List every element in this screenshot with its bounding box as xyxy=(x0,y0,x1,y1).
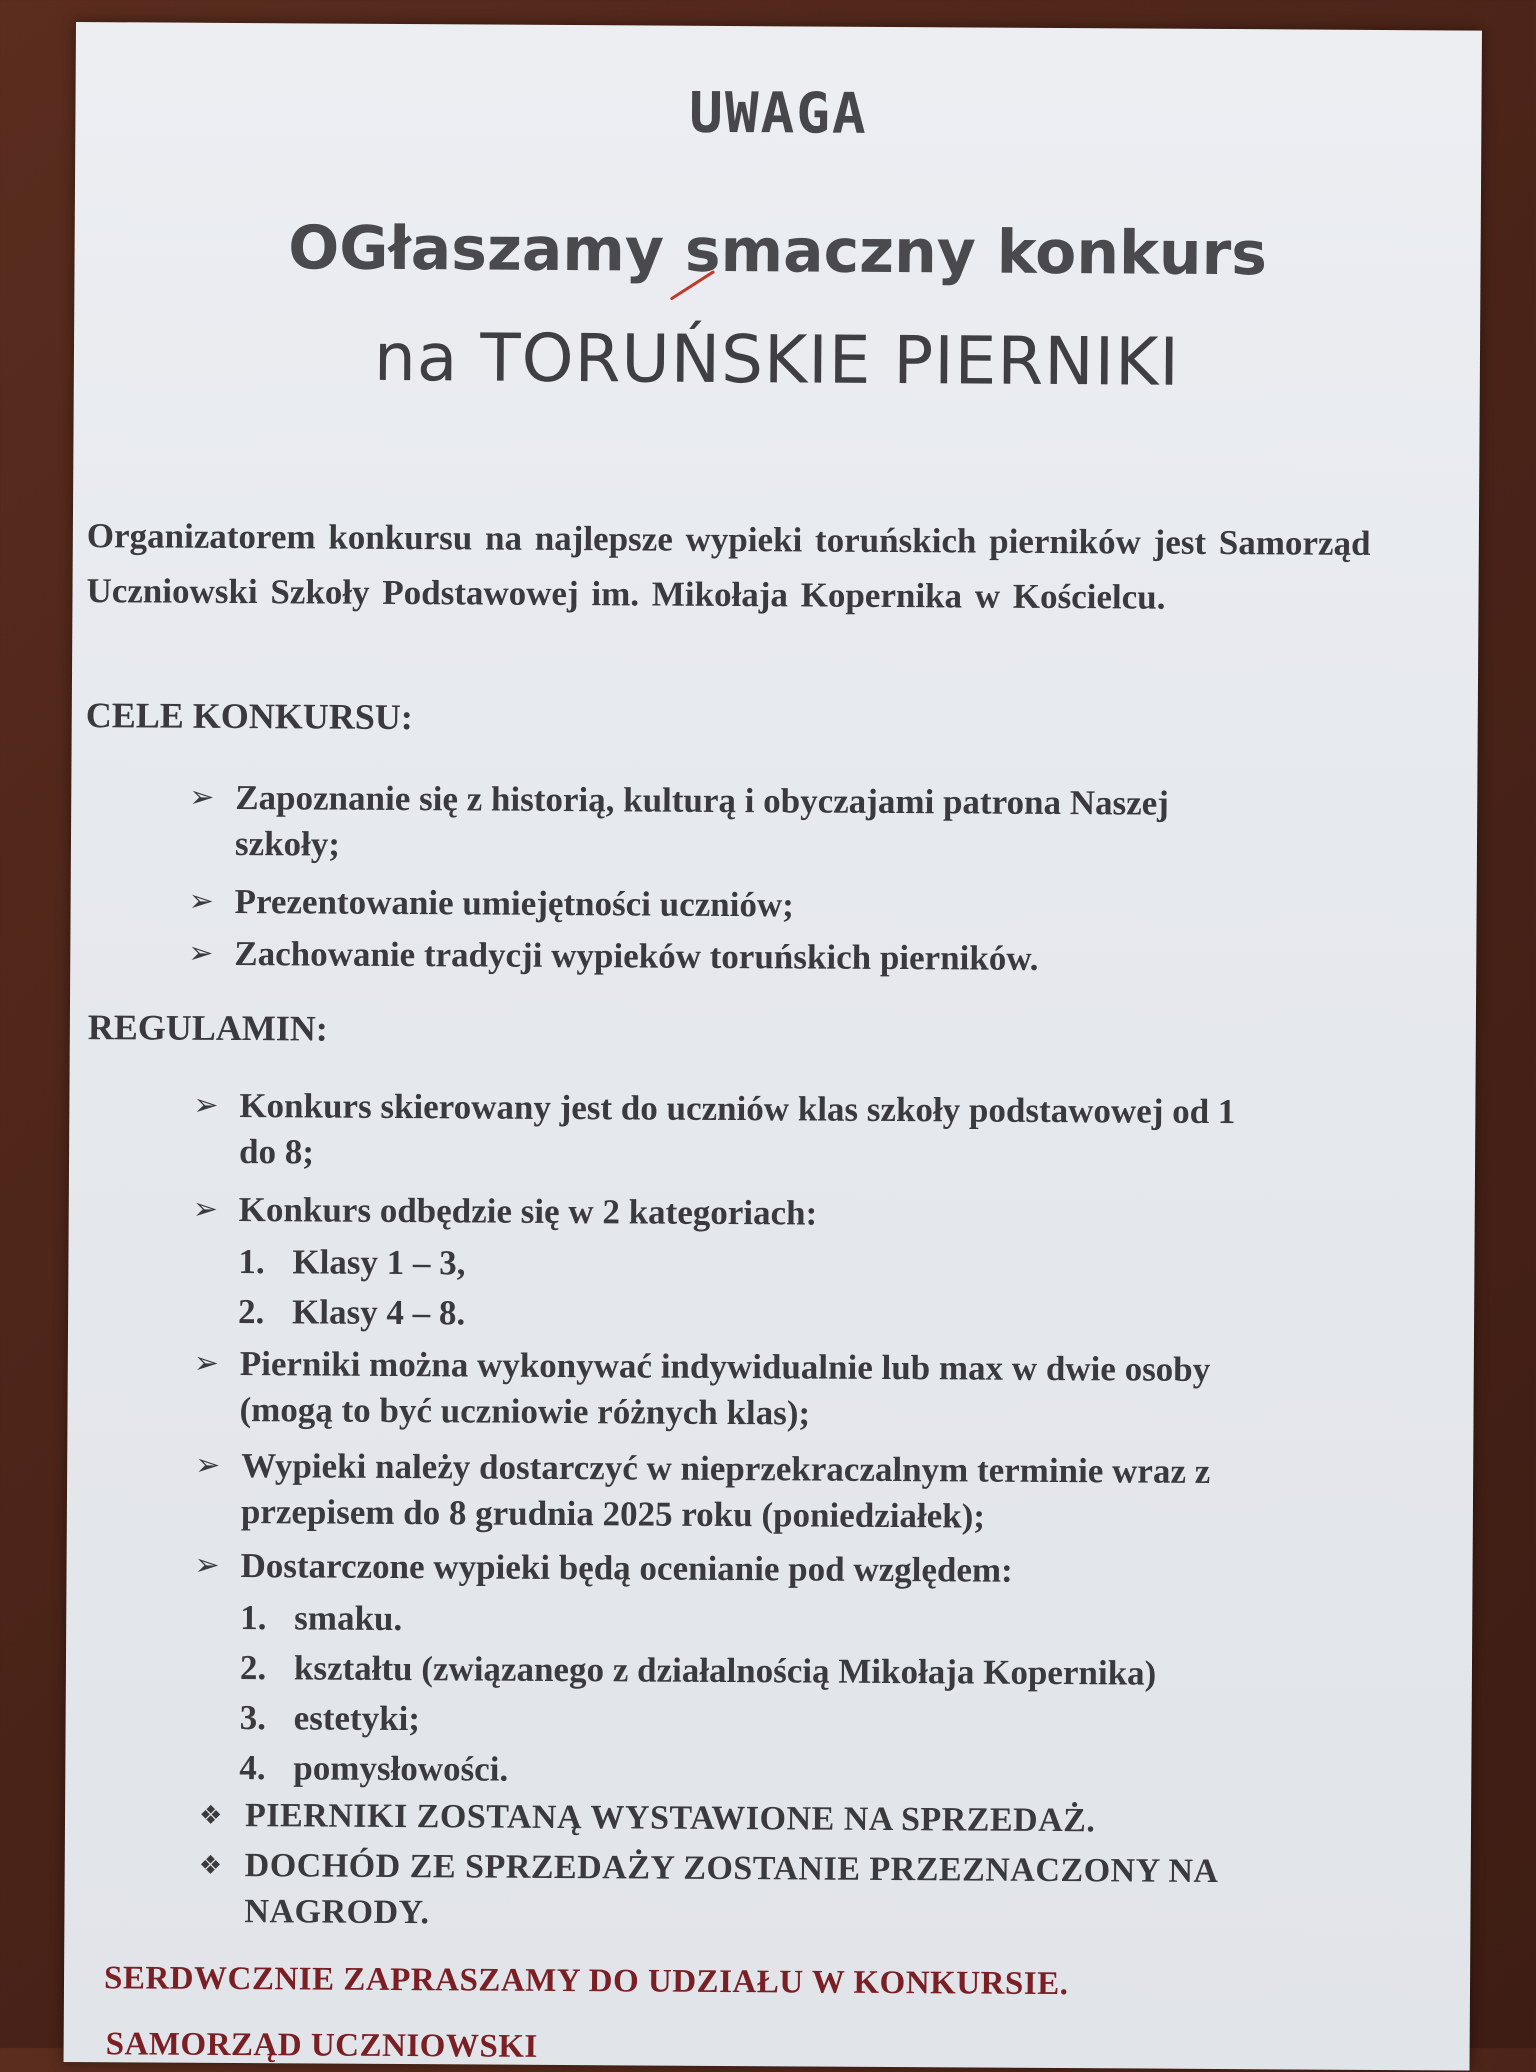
regulamin-item xyxy=(194,1543,1013,1594)
regulamin-item-text: Konkurs skierowany jest do uczniów klas szkoły podstawowej od 1 xyxy=(239,1086,1236,1132)
cele-item xyxy=(188,931,1038,982)
category-item: 2. Klasy 4 – 8. xyxy=(238,1292,466,1333)
regulamin-item xyxy=(195,1443,1211,1541)
cele-item-text: Prezentowanie umiejętności uczniów; xyxy=(234,881,794,925)
cele-heading: CELE KONKURSU: xyxy=(85,695,413,738)
arrow-bullet-icon: ➢ xyxy=(192,1191,218,1227)
regulamin-item xyxy=(193,1083,1236,1181)
regulamin-item-text: Konkurs odbędzie się w 2 kategoriach: xyxy=(238,1190,818,1233)
regulamin-item-text: Wypieki należy dostarczyć w nieprzekraczalnym terminie wraz z xyxy=(241,1446,1211,1491)
notice-text: NAGRODY. xyxy=(244,1893,430,1932)
regulamin-item-text: (mogą to być uczniowie różnych klas); xyxy=(239,1390,811,1433)
signature-text: SAMORZĄD UCZNIOWSKI xyxy=(105,2026,538,2065)
regulamin-item-text: do 8; xyxy=(238,1132,315,1172)
notice-item xyxy=(199,1793,1096,1844)
notice-paper xyxy=(64,22,1482,2071)
arrow-bullet-icon: ➢ xyxy=(188,883,214,919)
cele-item-text: szkoły; xyxy=(234,823,341,864)
regulamin-item-text: Pierniki można wykonywać indywidualnie lub max w dwie osoby xyxy=(239,1344,1211,1389)
arrow-bullet-icon: ➢ xyxy=(195,1447,221,1483)
title-contest-name: na TORUŃSKIE PIERNIKI xyxy=(373,318,1181,401)
cele-item xyxy=(189,775,1169,873)
arrow-bullet-icon: ➢ xyxy=(189,779,215,815)
regulamin-item-text: Dostarczone wypieki będą ocenianie pod względem: xyxy=(240,1546,1013,1590)
criteria-item: 1. smaku. xyxy=(240,1598,403,1639)
diamond-bullet-icon: ❖ xyxy=(198,1850,223,1881)
cele-item-text: Zapoznanie się z historią, kulturą i obyczajami patrona Naszej xyxy=(235,777,1170,823)
notice-text: DOCHÓD ZE SPRZEDAŻY ZOSTANIE PRZEZNACZONY NA xyxy=(244,1847,1219,1891)
intro-paragraph: Organizatorem konkursu na najlepsze wypieki toruńskich pierników jest Samorząd Uczniowski Szkoły Podstawowej im. Mikołaja Kopernika w Kościelcu. xyxy=(86,516,1371,617)
arrow-bullet-icon: ➢ xyxy=(188,935,214,971)
title-announcement: OGłaszamy smaczny konkurs xyxy=(288,213,1268,290)
criteria-item: 3. estetyki; xyxy=(239,1698,421,1739)
arrow-bullet-icon: ➢ xyxy=(193,1087,219,1123)
notice-text: PIERNIKI ZOSTANĄ WYSTAWIONE NA SPRZEDAŻ. xyxy=(244,1797,1096,1840)
regulamin-item-text: przepisem do 8 grudnia 2025 roku (poniedziałek); xyxy=(240,1492,986,1536)
regulamin-item xyxy=(193,1341,1210,1439)
invitation-text: SERDWCZNIE ZAPRASZAMY DO UDZIAŁU W KONKURSIE. xyxy=(103,1960,1069,2003)
title-uwaga: UWAGA xyxy=(688,80,868,147)
arrow-bullet-icon: ➢ xyxy=(194,1547,220,1583)
cele-item xyxy=(188,879,794,929)
category-item: 1. Klasy 1 – 3, xyxy=(238,1242,466,1283)
criteria-item: 4. pomysłowości. xyxy=(239,1748,509,1789)
regulamin-item xyxy=(193,1187,818,1237)
regulamin-heading: REGULAMIN: xyxy=(87,1007,328,1049)
diamond-bullet-icon: ❖ xyxy=(198,1800,223,1831)
criteria-item: 2. kształtu (związanego z działalnością Mikołaja Kopernika) xyxy=(239,1648,1157,1693)
cele-item-text: Zachowanie tradycji wypieków toruńskich pierników. xyxy=(234,933,1039,978)
notice-item xyxy=(198,1843,1218,1941)
arrow-bullet-icon: ➢ xyxy=(193,1345,220,1381)
